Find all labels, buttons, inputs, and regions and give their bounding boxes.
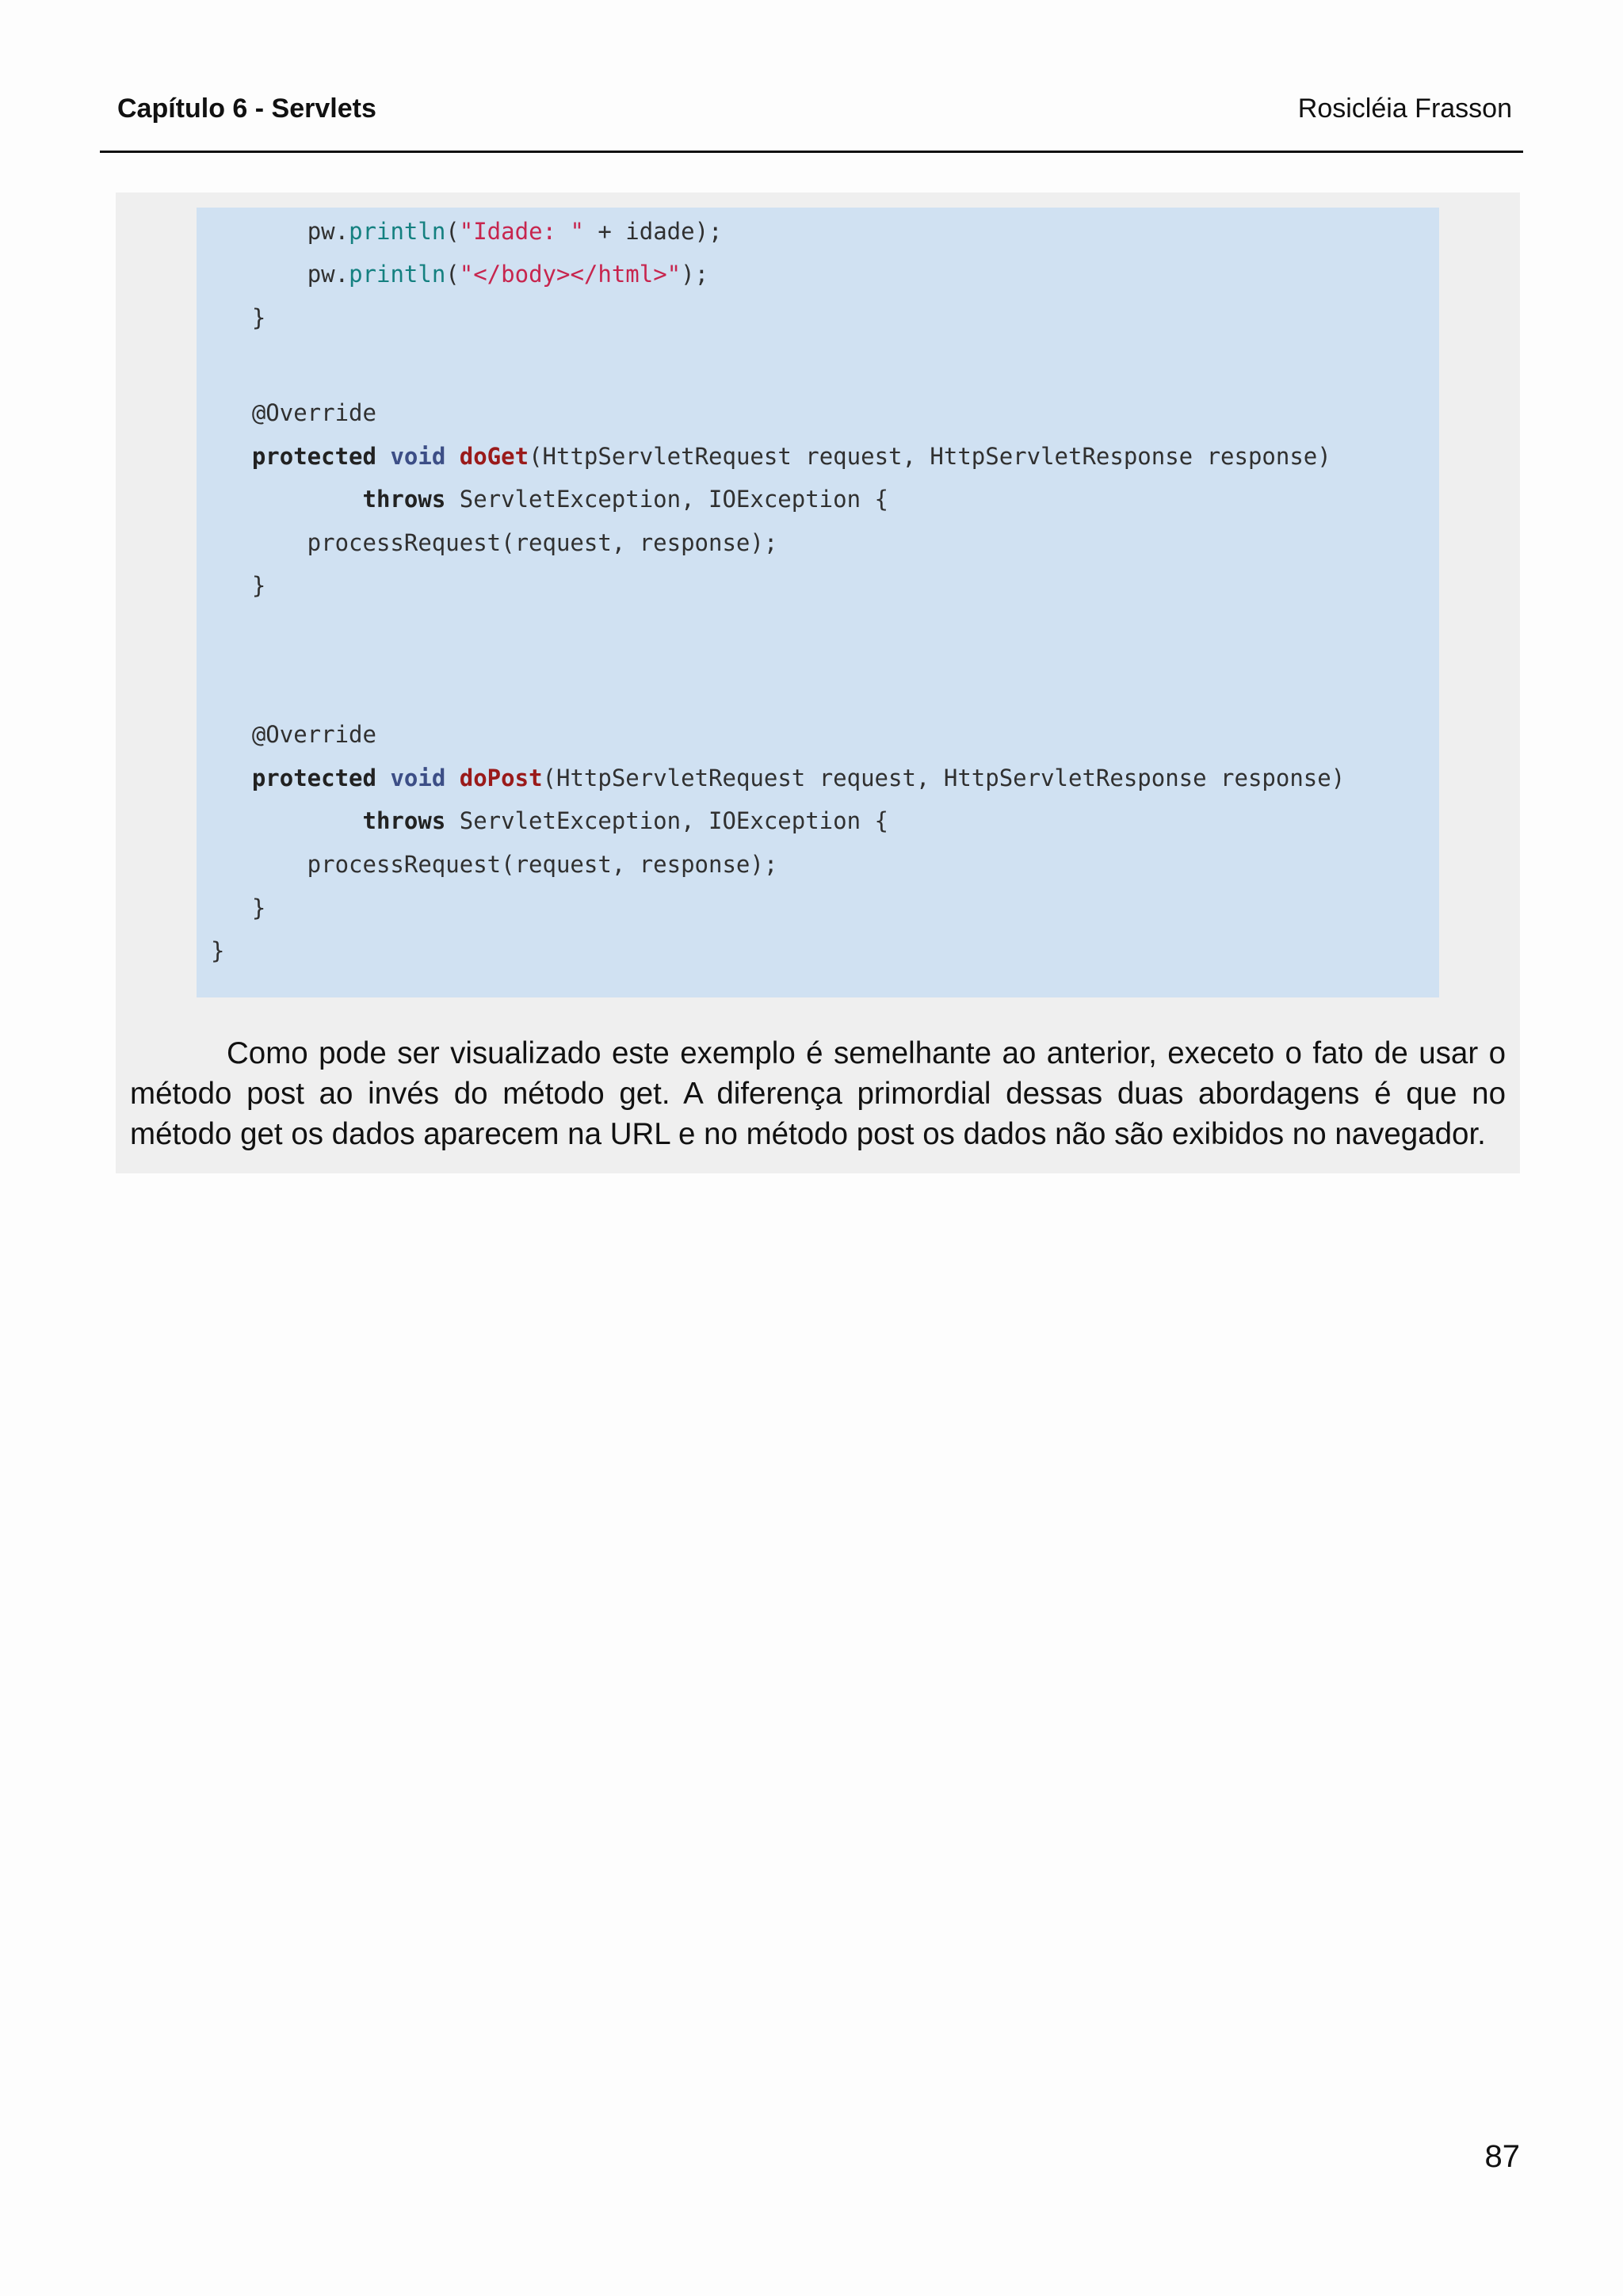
code-object: pw.: [307, 261, 349, 288]
author-name: Rosicléia Frasson: [1297, 93, 1512, 124]
code-params: (HttpServletRequest request, HttpServletResponse response): [529, 443, 1331, 470]
code-params: (HttpServletRequest request, HttpServletResponse response): [542, 765, 1346, 791]
code-line-10: [197, 764, 1345, 792]
code-rest: ServletException, IOException {: [445, 807, 888, 834]
code-line-7: processRequest(request, response);: [197, 529, 778, 556]
code-block: [197, 208, 1439, 997]
code-indent: [197, 807, 363, 834]
code-keyword-throws: throws: [362, 486, 446, 513]
code-indent: [197, 218, 307, 245]
chapter-title: Capítulo 6 - Servlets: [117, 93, 376, 124]
code-string: "</body></html>": [459, 261, 682, 288]
code-rest: ServletException, IOException {: [445, 486, 888, 513]
code-line-3: }: [197, 304, 266, 331]
code-keyword-void: void: [390, 765, 446, 791]
code-line-2: [197, 260, 708, 288]
code-line-13: }: [197, 894, 266, 921]
code-object: pw.: [307, 218, 349, 245]
code-keyword-void: void: [390, 443, 446, 470]
code-function: println: [349, 218, 446, 245]
code-rest: + idade);: [583, 218, 723, 245]
code-line-5: [197, 442, 1331, 471]
header-divider: [100, 151, 1523, 153]
code-method-name: doPost: [459, 765, 543, 791]
code-keyword-protected: protected: [251, 765, 376, 791]
code-method-name: doGet: [459, 443, 529, 470]
code-paren: (: [445, 261, 460, 288]
code-line-8: }: [197, 572, 266, 599]
code-line-6: [197, 485, 888, 513]
code-line-9: @Override: [197, 721, 376, 748]
code-line-4: @Override: [197, 399, 376, 426]
body-paragraph: Como pode ser visualizado este exemplo é semelhante ao anterior, execeto o fato de usar o método post ao invés do método get. A diferença primordial dessas duas abordagens é que no método get os dados aparecem na URL e no método post os dados não são exibidos no navegador.: [130, 1036, 1506, 1151]
code-keyword-protected: protected: [251, 443, 376, 470]
code-rest: );: [681, 261, 709, 288]
code-string: "Idade: ": [459, 218, 584, 245]
code-line-11: [197, 807, 888, 835]
code-indent: [197, 443, 252, 470]
code-paren: (: [445, 218, 460, 245]
code-indent: [197, 486, 363, 513]
code-function: println: [349, 261, 446, 288]
code-line-1: [197, 217, 723, 246]
code-indent: [197, 261, 307, 288]
code-keyword-throws: throws: [362, 807, 446, 834]
code-line-14: }: [211, 937, 225, 964]
code-line-12: processRequest(request, response);: [197, 851, 778, 878]
code-indent: [197, 765, 252, 791]
page-number: 87: [1484, 2139, 1520, 2174]
